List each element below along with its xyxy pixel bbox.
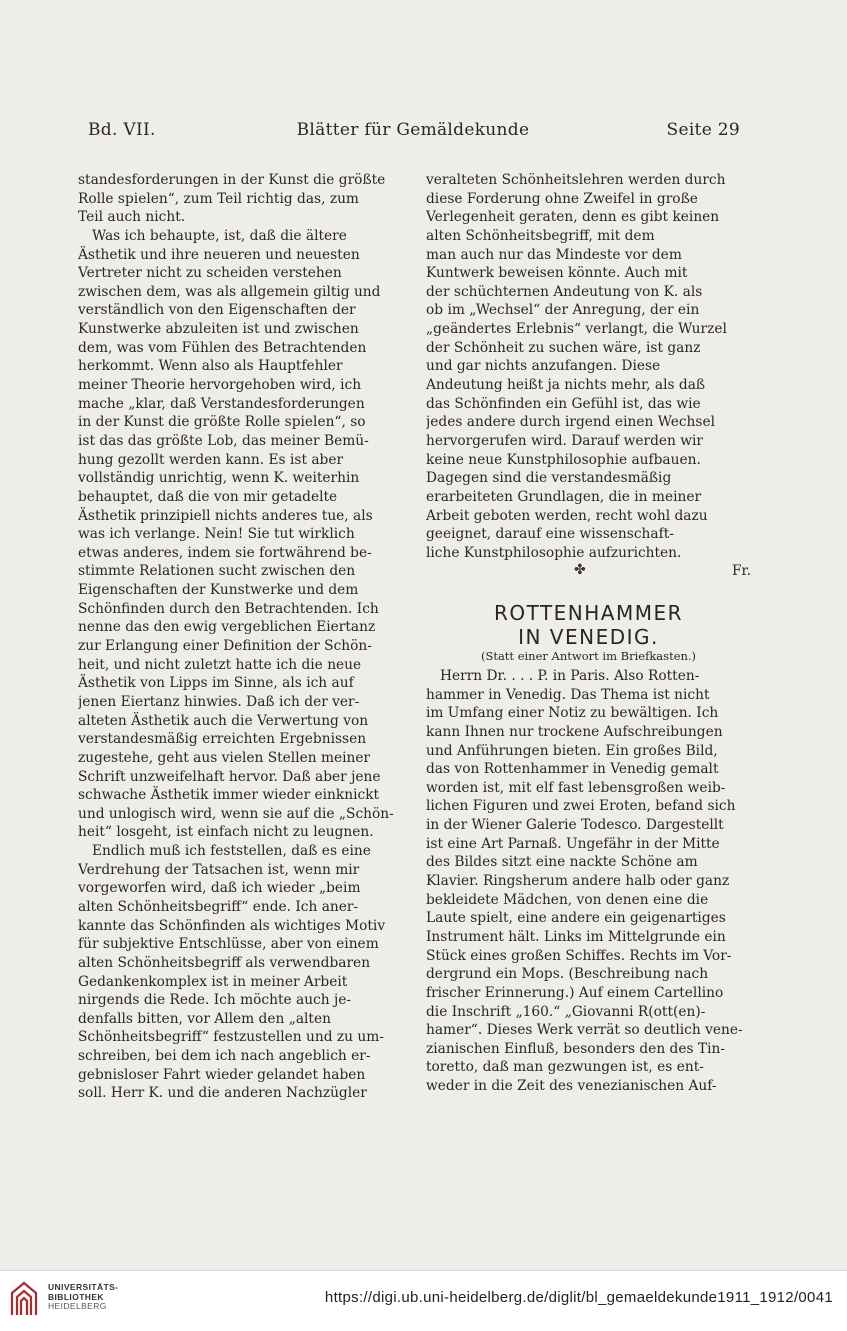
text-line: das von Rottenhammer in Venedig gemalt (426, 761, 719, 778)
footer-bar (0, 1270, 847, 1331)
text-line: hung gezollt werden kann. Es ist aber (78, 451, 344, 468)
volume-label: Bd. VII. (88, 120, 156, 140)
text-line: vollständig unrichtig, wenn K. weiterhin (78, 470, 360, 487)
text-line: schwache Ästhetik immer wieder einknickt (78, 787, 380, 804)
text-line: Verdrehung der Tatsachen ist, wenn mir (78, 861, 360, 878)
right-text-column-top (426, 171, 751, 581)
text-line: und unlogisch wird, wenn sie auf die „Schön- (78, 805, 394, 822)
library-name-line2: BIBLIOTHEK (48, 1291, 104, 1302)
text-line: kann Ihnen nur trockene Aufschreibungen (426, 723, 723, 740)
section-ornament-icon: ✤ (574, 562, 586, 578)
library-name[interactable] (48, 1283, 118, 1312)
page-number: Seite 29 (666, 120, 740, 140)
text-line: Ästhetik von Lipps im Sinne, als ich auf (78, 675, 354, 692)
text-line: das Schönfinden ein Gefühl ist, das wie (426, 395, 701, 412)
text-line: toretto, daß man gezwungen ist, es ent- (426, 1059, 704, 1076)
text-line: der Schönheit zu suchen wäre, ist ganz (426, 339, 701, 356)
text-line: Instrument hält. Links im Mittelgrunde ein (426, 928, 726, 945)
text-line: geeignet, darauf eine wissenschaft- (426, 526, 674, 543)
text-line: jenen Eiertanz hinwies. Daß ich der ver- (78, 693, 360, 710)
text-line: ist das das größte Lob, das meiner Bemü- (78, 432, 369, 449)
library-name-line3: HEIDELBERG (48, 1301, 107, 1311)
text-line: herkommt. Wenn also als Hauptfehler (78, 358, 343, 375)
text-line: Arbeit geboten werden, recht wohl dazu (426, 507, 708, 524)
text-line: Was ich behaupte, ist, daß die ältere (92, 227, 347, 244)
text-line: alteten Ästhetik auch die Verwertung von (78, 712, 369, 729)
text-line: was ich verlange. Nein! Sie tut wirklich (78, 526, 355, 543)
text-line: des Bildes sitzt eine nackte Schöne am (426, 854, 698, 871)
article-title-line1: ROTTENHAMMER (493, 601, 684, 625)
text-line: veralteten Schönheitslehren werden durch (426, 172, 726, 188)
text-line: lichen Figuren und zwei Eroten, befand sich (426, 798, 736, 815)
text-line: „geändertes Erlebnis“ verlangt, die Wurzel (426, 321, 727, 338)
text-line: nirgends die Rede. Ich möchte auch je- (78, 992, 352, 1009)
left-text-column (78, 171, 403, 1103)
permalink-url[interactable]: https://digi.ub.uni-heidelberg.de/diglit/bl_gemaeldekunde1911_1912/0041 (324, 1289, 833, 1306)
text-line: im Umfang einer Notiz zu bewältigen. Ich (426, 705, 719, 722)
text-line: Verlegenheit geraten, denn es gibt keinen (426, 209, 720, 226)
text-line: meiner Theorie hervorgehoben wird, ich (78, 377, 362, 394)
text-line: Ästhetik und ihre neueren und neuesten (78, 246, 360, 263)
text-line: gebnisloser Fahrt wieder gelandet haben (78, 1066, 366, 1083)
journal-title: Blätter für Gemäldekunde (296, 120, 530, 140)
text-line: Kuntwerk beweisen könnte. Auch mit (426, 265, 688, 282)
library-name-line1: UNIVERSITÄTS- (48, 1282, 119, 1292)
text-line: hervorgerufen wird. Darauf werden wir (426, 432, 703, 449)
text-line: behauptet, daß die von mir getadelte (78, 488, 338, 505)
text-line: alten Schönheitsbegriff, mit dem (426, 227, 655, 244)
text-line: zur Erlangung einer Definition der Schön- (78, 638, 372, 655)
text-line: jedes andere durch irgend einen Wechsel (426, 414, 715, 431)
text-line: ist eine Art Parnaß. Ungefähr in der Mitte (426, 835, 720, 852)
text-line: heit“ losgeht, ist einfach nicht zu leugnen. (78, 824, 374, 841)
text-line: diese Forderung ohne Zweifel in große (426, 190, 698, 207)
text-line: zwischen dem, was als allgemein giltig und (78, 283, 381, 300)
text-line: Herrn Dr. . . . P. in Paris. Also Rotten- (440, 668, 700, 684)
text-line: hamer“. Dieses Werk verrät so deutlich vene- (426, 1022, 743, 1039)
text-line: alten Schönheitsbegriff“ ende. Ich aner- (78, 898, 359, 915)
text-line: vorgeworfen wird, daß ich wieder „beim (78, 880, 361, 897)
text-line: denfalls bitten, vor Allem den „alten (78, 1010, 331, 1027)
text-line: in der Wiener Galerie Todesco. Dargestellt (426, 817, 724, 834)
text-line: stimmte Relationen sucht zwischen den (78, 563, 356, 580)
text-line: für subjektive Entschlüsse, aber von einem (78, 936, 379, 953)
text-line: liche Kunstphilosophie aufzurichten. (426, 544, 682, 561)
text-line: Dagegen sind die verstandesmäßig (426, 470, 672, 487)
university-library-logo-icon[interactable] (8, 1279, 40, 1319)
text-line: Endlich muß ich feststellen, daß es eine (92, 843, 371, 860)
text-line: Schönheitsbegriff“ festzustellen und zu um- (78, 1029, 384, 1046)
text-line: Stück eines großen Schiffes. Rechts im Vor- (426, 947, 732, 964)
text-line: Klavier. Ringsherum andere halb oder ganz (426, 873, 730, 890)
running-header (88, 120, 738, 146)
text-line: alten Schönheitsbegriff als verwendbaren (78, 954, 371, 971)
text-line: Schönfinden durch den Betrachtenden. Ich (78, 600, 379, 617)
text-line: worden ist, mit elf fast lebensgroßen weib- (426, 779, 726, 796)
text-line: Laute spielt, eine andere ein geigenartiges (426, 910, 726, 927)
text-line: schreiben, bei dem ich nach angeblich er- (78, 1048, 371, 1065)
text-line: der schüchternen Andeutung von K. als (426, 283, 703, 300)
text-line: Schrift unzweifelhaft hervor. Daß aber jene (78, 768, 381, 785)
text-line: Rolle spielen“, zum Teil richtig das, zum (78, 190, 359, 207)
text-line: standesforderungen in der Kunst die größte (78, 172, 386, 188)
text-line: zugestehe, geht aus vielen Stellen meiner (78, 749, 371, 766)
text-line: nenne das den ewig vergeblichen Eiertanz (78, 619, 376, 636)
text-line: soll. Herr K. und die anderen Nachzügler (78, 1085, 367, 1102)
text-line: verstandesmäßig erreichten Ergebnissen (78, 731, 367, 748)
text-line: bekleidete Mädchen, von denen eine die (426, 891, 709, 908)
text-line: dem, was vom Fühlen des Betrachtenden (78, 339, 367, 356)
article-title-line2: IN VENEDIG. (518, 625, 659, 649)
text-line: die Inschrift „160.“ „Giovanni R(ott(en)- (426, 1003, 706, 1020)
text-line: Ästhetik prinzipiell nichts anderes tue, als (78, 507, 373, 524)
text-line: mache „klar, daß Verstandesforderungen (78, 395, 365, 412)
text-line: Andeutung heißt ja nichts mehr, als daß (426, 377, 706, 394)
text-line: man auch nur das Mindeste vor dem (426, 246, 682, 263)
author-signature: Fr. (732, 563, 751, 580)
article-subtitle: (Statt einer Antwort im Briefkasten.) (480, 649, 697, 663)
text-line: und gar nichts anzufangen. Diese (426, 358, 661, 375)
text-line: kannte das Schönfinden als wichtiges Motiv (78, 917, 386, 934)
text-line: ob im „Wechsel“ der Anregung, der ein (426, 302, 700, 319)
text-line: dergrund ein Mops. (Beschreibung nach (426, 966, 709, 983)
text-line: und Anführungen bieten. Ein großes Bild, (426, 742, 718, 759)
right-text-column-bottom (426, 667, 751, 1096)
text-line: weder in die Zeit des venezianischen Auf- (426, 1078, 717, 1095)
text-line: zianischen Einfluß, besonders den des Tin- (426, 1040, 725, 1057)
text-line: Vertreter nicht zu scheiden verstehen (78, 265, 342, 282)
text-line: Gedankenkomplex ist in meiner Arbeit (78, 973, 348, 990)
text-line: verständlich von den Eigenschaften der (78, 302, 356, 319)
text-line: erarbeiteten Grundlagen, die in meiner (426, 488, 702, 505)
text-line: Teil auch nicht. (78, 209, 186, 226)
text-line: frischer Erinnerung.) Auf einem Cartellino (426, 984, 724, 1001)
text-line: Kunstwerke abzuleiten ist und zwischen (78, 321, 359, 338)
text-line: keine neue Kunstphilosophie aufbauen. (426, 451, 701, 468)
text-line: Eigenschaften der Kunstwerke und dem (78, 582, 359, 599)
text-line: in der Kunst die größte Rolle spielen“, so (78, 414, 366, 431)
text-line: hammer in Venedig. Das Thema ist nicht (426, 686, 710, 703)
text-line: heit, und nicht zuletzt hatte ich die neue (78, 656, 362, 673)
text-line: etwas anderes, indem sie fortwährend be- (78, 544, 372, 561)
